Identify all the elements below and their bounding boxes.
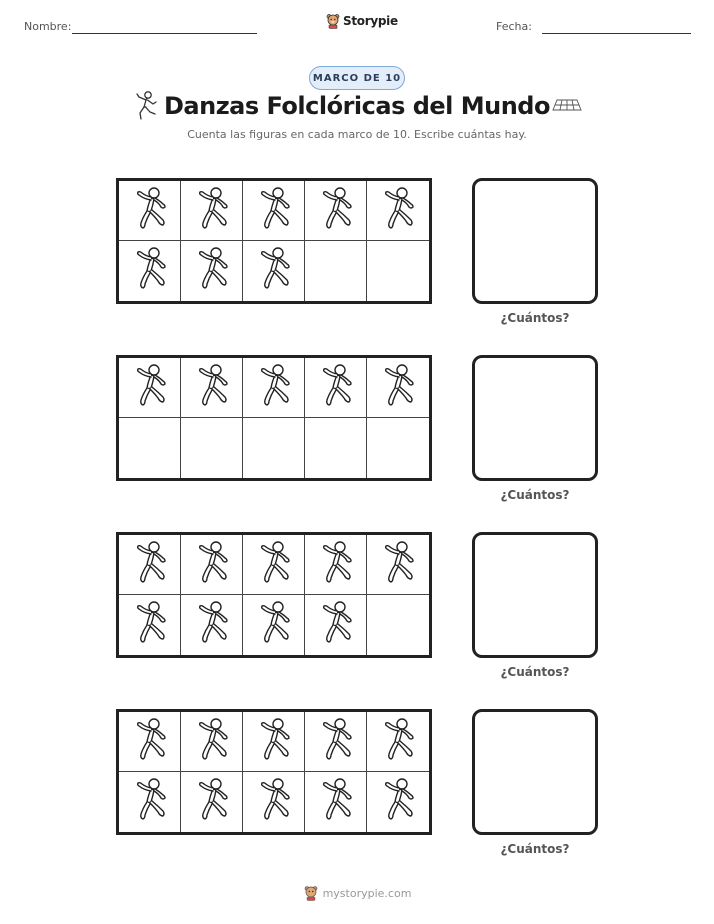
ten-frame (116, 178, 432, 304)
ten-frame-cell (119, 181, 181, 241)
dancer-icon (316, 776, 356, 828)
ten-frame-cell (367, 358, 429, 418)
dancer-icon (130, 776, 170, 828)
dancer-icon (192, 185, 232, 237)
ten-frame-cell (119, 535, 181, 595)
ten-frame-cell (367, 772, 429, 832)
ten-frame-cell (367, 595, 429, 655)
dance-floor-icon (552, 98, 582, 112)
ten-frame (116, 532, 432, 658)
date-label: Fecha: (496, 20, 532, 33)
ten-frame-cell (119, 772, 181, 832)
dancer-icon (378, 776, 418, 828)
dancer-icon (130, 599, 170, 651)
ten-frame-cell (181, 181, 243, 241)
dancer-icon (192, 539, 232, 591)
ten-frame-cell (181, 772, 243, 832)
dancer-icon (192, 716, 232, 768)
dancer-icon (130, 539, 170, 591)
answer-box[interactable] (472, 178, 598, 304)
dancer-icon (254, 362, 294, 414)
worksheet-type-badge: MARCO DE 10 (309, 66, 405, 90)
dancer-icon (254, 185, 294, 237)
dancer-icon (378, 185, 418, 237)
answer-label: ¿Cuántos? (500, 488, 570, 502)
ten-frame-cell (243, 181, 305, 241)
dancer-icon (254, 776, 294, 828)
ten-frame-cell (305, 535, 367, 595)
ten-frame-cell (181, 418, 243, 478)
ten-frame-cell (181, 241, 243, 301)
ten-frame-cell (305, 358, 367, 418)
ten-frame (116, 355, 432, 481)
ten-frame-cell (367, 535, 429, 595)
ten-frame-cell (367, 418, 429, 478)
answer-box[interactable] (472, 355, 598, 481)
ten-frame-cell (119, 358, 181, 418)
dancer-icon (192, 776, 232, 828)
dancer-icon (316, 362, 356, 414)
ten-frame-cell (305, 181, 367, 241)
answer-label: ¿Cuántos? (500, 311, 570, 325)
answer-box[interactable] (472, 532, 598, 658)
dancer-icon (316, 599, 356, 651)
dancer-icon (378, 716, 418, 768)
ten-frame-cell (243, 772, 305, 832)
ten-frame-cell (119, 712, 181, 772)
footer-url[interactable]: mystorypie.com (322, 886, 412, 900)
brand-name: Storypie (343, 14, 398, 28)
ten-frame-cell (367, 181, 429, 241)
ten-frame-cell (305, 595, 367, 655)
ten-frame-cell (305, 241, 367, 301)
dancer-icon (130, 185, 170, 237)
ten-frame-cell (243, 595, 305, 655)
dancer-icon (316, 185, 356, 237)
dancer-icon (130, 245, 170, 297)
instructions: Cuenta las figuras en cada marco de 10. Escribe cuántas hay. (187, 128, 527, 141)
ten-frame-cell (243, 712, 305, 772)
dancer-icon (254, 539, 294, 591)
dancer-icon (254, 599, 294, 651)
ten-frame-cell (119, 595, 181, 655)
bear-logo-icon (303, 885, 319, 901)
dancer-icon (130, 716, 170, 768)
ten-frame-cell (305, 418, 367, 478)
ten-frame-cell (181, 358, 243, 418)
ten-frame-cell (305, 772, 367, 832)
ten-frame-cell (367, 241, 429, 301)
ten-frame-cell (243, 358, 305, 418)
dancer-icon (192, 362, 232, 414)
dancer-icon (378, 539, 418, 591)
date-line[interactable] (542, 33, 691, 34)
name-line[interactable] (72, 33, 257, 34)
ten-frame-cell (181, 595, 243, 655)
ten-frame-cell (119, 418, 181, 478)
dancer-icon (254, 716, 294, 768)
dancer-icon (192, 245, 232, 297)
ten-frame-cell (367, 712, 429, 772)
answer-label: ¿Cuántos? (500, 665, 570, 679)
ten-frame (116, 709, 432, 835)
dancer-icon (378, 362, 418, 414)
dancer-icon (130, 362, 170, 414)
ten-frame-cell (305, 712, 367, 772)
ten-frame-cell (181, 535, 243, 595)
answer-box[interactable] (472, 709, 598, 835)
bear-logo-icon (326, 13, 340, 29)
dancer-icon (316, 539, 356, 591)
dancer-icon (192, 599, 232, 651)
name-label: Nombre: (24, 20, 72, 33)
ten-frame-cell (119, 241, 181, 301)
ten-frame-cell (181, 712, 243, 772)
page-title: Danzas Folclóricas del Mundo (164, 92, 550, 120)
ten-frame-cell (243, 418, 305, 478)
dancer-icon (316, 716, 356, 768)
answer-label: ¿Cuántos? (500, 842, 570, 856)
footer (0, 885, 714, 901)
dancer-icon (254, 245, 294, 297)
ten-frame-cell (243, 535, 305, 595)
ten-frame-cell (243, 241, 305, 301)
brand-logo (326, 13, 398, 29)
